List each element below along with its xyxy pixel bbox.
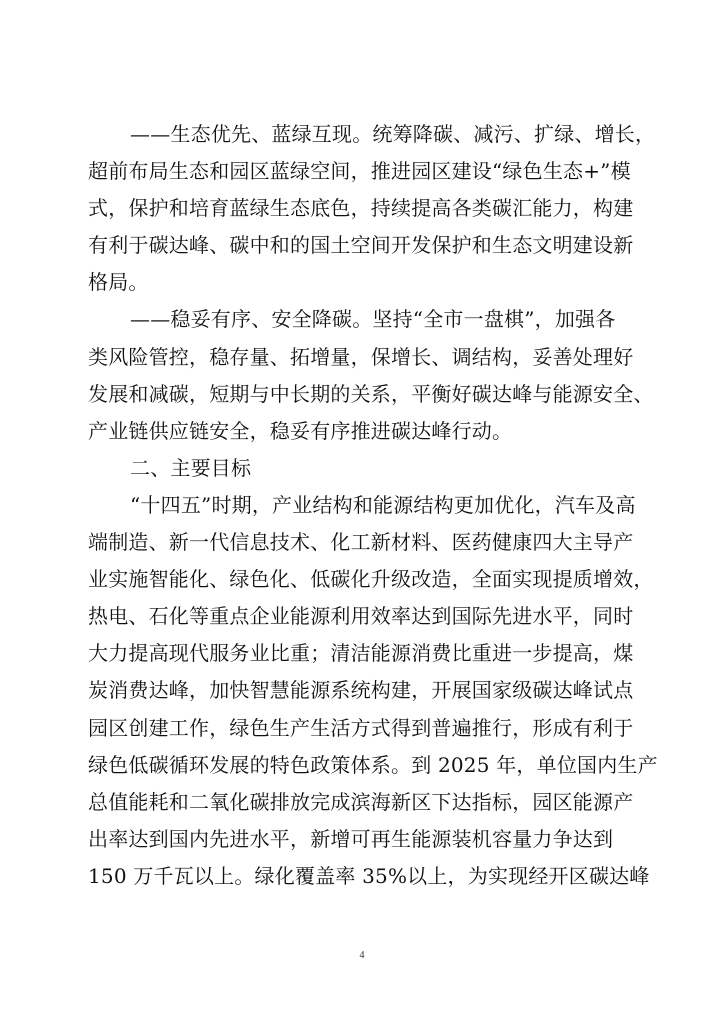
text-line: 炭消费达峰，加快智慧能源系统构建，开展国家级碳达峰试点 [88,678,634,703]
text-line: 发展和减碳，短期与中长期的关系，平衡好碳达峰与能源安全、 [88,381,654,406]
text-line: 类风险管控，稳存量、拓增量，保增长、调结构，妥善处理好 [88,344,634,369]
body-text [88,116,658,895]
text-line: 端制造、新一代信息技术、化工新材料、医药健康四大主导产 [88,530,634,555]
paragraph-safe-carbon-reduction [88,301,654,449]
text-line: 格局。 [88,270,149,295]
page-number: 4 [359,950,365,961]
text-line: 式，保护和培育蓝绿生态底色，持续提高各类碳汇能力，构建 [88,196,634,221]
text-line: 150 万千瓦以上。绿化覆盖率 35%以上，为实现经开区碳达峰 [88,863,650,888]
text-line: 总值能耗和二氧化碳排放完成滨海新区下达指标，园区能源产 [88,789,634,814]
text-line: 绿色低碳循环发展的特色政策体系。到 2025 年，单位国内生产 [88,752,658,777]
section-heading: 二、主要目标 [130,455,252,480]
text-line: ——稳妥有序、安全降碳。坚持“全市一盘棋”，加强各 [130,307,616,332]
text-line: 产业链供应链安全，稳妥有序推进碳达峰行动。 [88,418,513,443]
section-heading-main-goals [88,450,648,487]
text-line: 大力提高现代服务业比重；清洁能源消费比重进一步提高，煤 [88,641,634,666]
text-line: 出率达到国内先进水平，新增可再生能源装机容量力争达到 [88,826,614,851]
text-line: 园区创建工作，绿色生产生活方式得到普遍推行，形成有利于 [88,715,634,740]
paragraph-ecology-priority [88,116,656,301]
text-line: 热电、石化等重点企业能源利用效率达到国际先进水平，同时 [88,604,634,629]
text-line: ——生态优先、蓝绿互现。统筹降碳、减污、扩绿、增长， [130,122,656,146]
text-line: “十四五”时期，产业结构和能源结构更加优化，汽车及高 [130,492,636,517]
text-line: 超前布局生态和园区蓝绿空间，推进园区建设“绿色生态+”模 [88,159,631,184]
text-line: 有利于碳达峰、碳中和的国土空间开发保护和生态文明建设新 [88,233,634,258]
text-line: 业实施智能化、绿色化、低碳化升级改造，全面实现提质增效， [88,567,654,592]
paragraph-14th-five-year-goals [88,487,658,895]
